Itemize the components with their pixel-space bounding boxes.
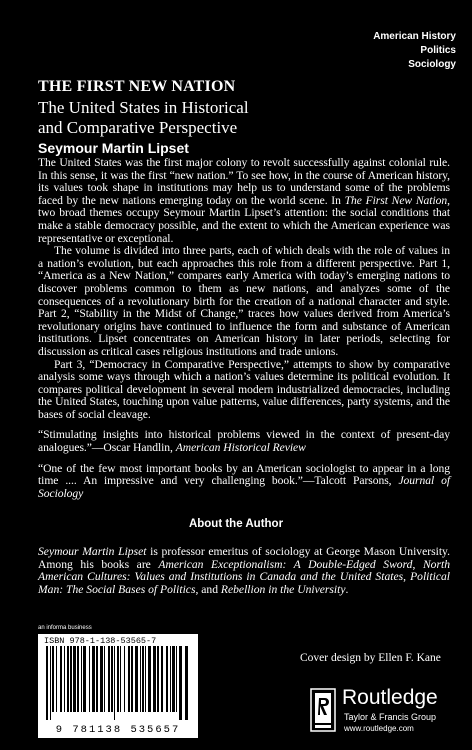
barcode-bar — [104, 646, 105, 712]
book-subtitle-line1: The United States in Historical — [38, 98, 249, 117]
barcode-bar — [145, 646, 146, 712]
barcode — [38, 634, 198, 738]
barcode-bar — [96, 646, 98, 712]
barcode-bar — [108, 646, 110, 712]
barcode-bar — [111, 646, 113, 712]
barcode-bar — [77, 646, 79, 712]
book-subtitle-line2: and Comparative Perspective — [38, 118, 238, 137]
review-quote-2 — [38, 463, 450, 501]
quote-source: American Historical Review — [175, 441, 306, 455]
barcode-bar — [142, 646, 144, 712]
about-text-span: , and — [195, 582, 221, 596]
barcode-bar — [185, 646, 188, 720]
barcode-bar — [50, 646, 51, 720]
title-block — [38, 78, 458, 156]
barcode-bar — [114, 646, 115, 720]
about-book-title: North American Cultures: Values and Institutions in Canada and the United States — [38, 557, 450, 584]
barcode-bar — [135, 646, 138, 712]
barcode-bar — [100, 646, 103, 712]
description-paragraph-3: Part 3, “Democracy in Comparative Perspective,” attempts to show by comparative analysis some ways through which a nation’s values determine its political evolution. It compares political development in several modern industrialized democracies, including the United States, touching upon value patterns, value differences, party systems, and the bases of social cleavage. — [38, 357, 450, 421]
publisher-url: www.routledge.com — [344, 724, 414, 733]
book-title: THE FIRST NEW NATION — [38, 78, 236, 95]
barcode-area — [38, 625, 198, 738]
barcode-bar — [52, 646, 54, 712]
barcode-bar — [73, 646, 76, 712]
barcode-bar — [92, 646, 95, 712]
barcode-bar — [157, 646, 159, 712]
about-book-title: American Exceptionalism: A Double-Edged Sword — [158, 557, 413, 571]
publisher-group: Taylor & Francis Group — [344, 712, 437, 722]
about-text-span: is professor emeritus of sociology at George Mason University. Among his books are — [38, 545, 450, 571]
barcode-bar — [56, 646, 57, 712]
about-text-span: , — [412, 557, 423, 571]
quote-text: “Stimulating insights into historical problems viewed in the context of present-day analogues.”—Oscar Handlin, — [38, 428, 450, 455]
quote-text: “One of the few most important books by an American sociologist to appear in a long time .... An impressive and very challenging book.”—Talcott Parsons, — [38, 461, 450, 488]
isbn-text: ISBN 978-1-138-53565-7 — [44, 636, 157, 646]
barcode-bar — [172, 646, 175, 712]
about-author-text — [38, 546, 450, 596]
review-quote-1 — [38, 429, 450, 454]
subject-item: American History — [373, 31, 456, 42]
barcode-bar — [176, 646, 177, 712]
barcode-bar — [81, 646, 82, 712]
subject-list — [373, 30, 456, 72]
description-paragraph-1 — [38, 157, 450, 245]
description-text: The United States was the first major colony to revolt successfully against colonial rule. In this sense, it was the first “new nation.” To see how, in the course of American history, its values took shape in institutions may help us to understand some of the problems faced by the new nations emerging today on the world scene. In — [38, 156, 450, 207]
barcode-bar — [128, 646, 130, 712]
about-author-heading: About the Author — [188, 518, 284, 530]
barcode-bar — [124, 646, 125, 712]
about-author-name: Seymour Martin Lipset — [38, 545, 147, 558]
publisher-name: Routledge — [342, 686, 438, 709]
barcode-bar — [83, 646, 86, 712]
about-text-span: , — [403, 570, 411, 584]
quote-source: Journal of Sociology — [38, 474, 451, 500]
barcode-bars — [44, 646, 192, 720]
subject-item: Sociology — [408, 59, 456, 70]
about-book-title: Rebellion in the University — [220, 582, 346, 596]
publisher-logo-block — [310, 686, 460, 746]
barcode-bar — [70, 646, 72, 712]
barcode-bar — [179, 646, 182, 720]
ean-digits: 9 781138 535657 — [55, 724, 181, 736]
barcode-bar — [170, 646, 171, 712]
book-description — [38, 157, 450, 500]
cover-design-credit: Cover design by Ellen F. Kane — [300, 652, 441, 664]
barcode-bar — [120, 646, 121, 712]
routledge-logo-icon — [310, 688, 336, 732]
barcode-bar — [140, 646, 141, 712]
barcode-bar — [148, 646, 151, 712]
informa-label: an informa business — [38, 625, 92, 631]
barcode-bar — [117, 646, 119, 712]
description-title-ref: The First New Nation — [344, 193, 448, 207]
barcode-bar — [67, 646, 69, 712]
barcode-bar — [166, 646, 168, 712]
barcode-bar — [89, 646, 90, 712]
barcode-bar — [131, 646, 133, 712]
barcode-bar — [46, 646, 48, 720]
description-paragraph-2: The volume is divided into three parts, each of which deals with the role of values in a nation’s evolution, but each approaches this role from a different perspective. Part 1, “America as a New Nation,” compares early America with today’s emerging nations to discover problems common to them as new nations, and analyzes some of the consequences of a revolutionary birth for the creation of a national character and style. Part 2, “Stability in the Midst of Change,” traces how values derived from America’s revolutionary origins have continued to influence the form and substance of American institutions. Lipset concentrates on American history in later periods, selecting for discussion as critical cases religious institutions and trade unions. — [38, 244, 450, 358]
barcode-bar — [60, 646, 62, 712]
barcode-bar — [161, 646, 163, 712]
about-book-title: Political Man: The Social Bases of Politics — [38, 570, 450, 596]
barcode-bar — [64, 646, 65, 712]
barcode-bar — [153, 646, 156, 712]
description-text: , two broad themes occupy Seymour Martin Lipset’s attention: the social conditions that make a stable democracy possible, and the extent to which the American experience was representative or exceptional. — [38, 193, 450, 245]
book-author: Seymour Martin Lipset — [38, 140, 189, 156]
about-text-span: . — [345, 582, 349, 596]
subject-item: Politics — [420, 45, 456, 56]
